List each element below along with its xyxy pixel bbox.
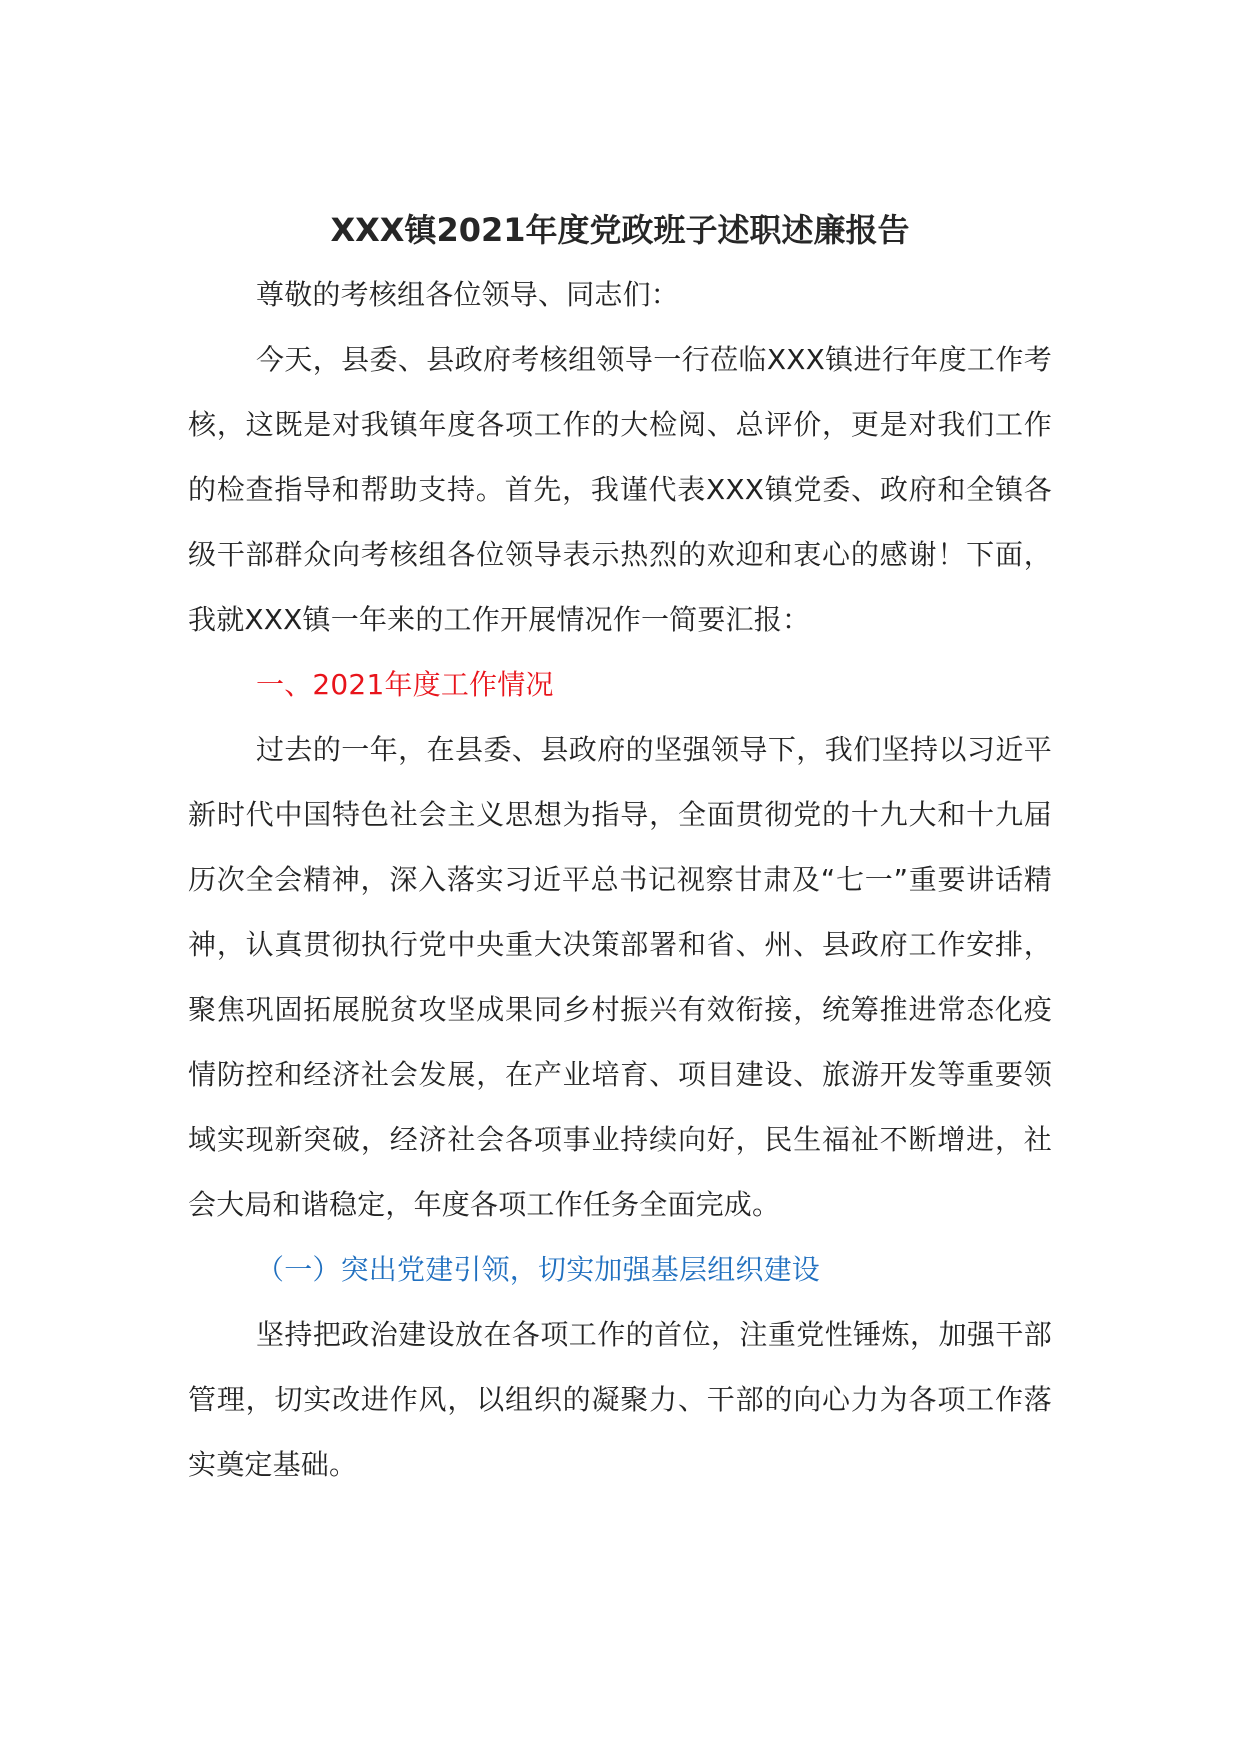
subsection-heading-1: （一）突出党建引领，切实加强基层组织建设 xyxy=(256,1253,821,1286)
document-body xyxy=(188,262,1052,1497)
section-heading-1: 一、2021年度工作情况 xyxy=(256,668,554,701)
salutation: 尊敬的考核组各位领导、同志们： xyxy=(256,278,680,311)
intro-paragraph: 今天，县委、县政府考核组领导一行莅临XXX镇进行年度工作考核，这既是对我镇年度各项工作的大检阅、总评价，更是对我们工作的检查指导和帮助支持。首先，我谨代表XXX镇党委、政府和全镇各级干部群众向考核组各位领导表示热烈的欢迎和衷心的感谢！下面，我就XXX镇一年来的工作开展情况作一简要汇报： xyxy=(188,343,1052,636)
subsection-1-paragraph: 坚持把政治建设放在各项工作的首位，注重党性锤炼，加强干部管理，切实改进作风，以组织的凝聚力、干部的向心力为各项工作落实奠定基础。 xyxy=(188,1318,1052,1481)
document-title: XXX镇2021年度党政班子述职述廉报告 xyxy=(330,211,910,249)
section-1-paragraph: 过去的一年，在县委、县政府的坚强领导下，我们坚持以习近平新时代中国特色社会主义思想为指导，全面贯彻党的十九大和十九届历次全会精神，深入落实习近平总书记视察甘肃及“七一”重要讲话精神，认真贯彻执行党中央重大决策部署和省、州、县政府工作安排，聚焦巩固拓展脱贫攻坚成果同乡村振兴有效衔接，统筹推进常态化疫情防控和经济社会发展，在产业培育、项目建设、旅游开发等重要领域实现新突破，经济社会各项事业持续向好，民生福祉不断增进，社会大局和谐稳定，年度各项工作任务全面完成。 xyxy=(188,733,1052,1221)
